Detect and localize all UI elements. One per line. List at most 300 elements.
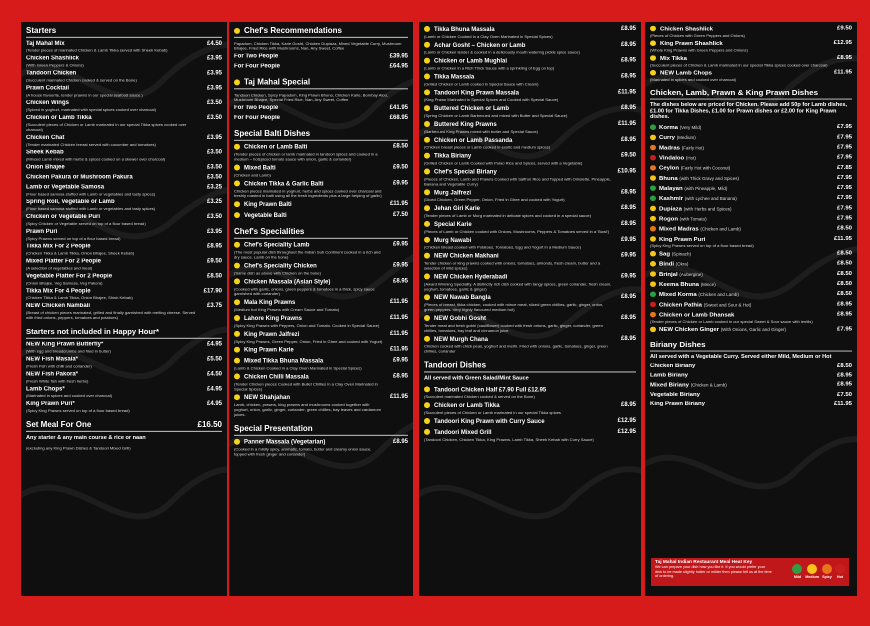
- menu-item-name-wrap: [650, 226, 833, 233]
- menu-item-name-wrap: [234, 347, 386, 355]
- chilli-icon: [650, 195, 656, 201]
- menu-item-row: [424, 336, 636, 344]
- menu-item: [234, 144, 408, 162]
- menu-item-price: £8.95: [620, 41, 636, 48]
- menu-item-name: Chicken Biriany: [650, 363, 696, 370]
- menu-item-row: [26, 150, 222, 157]
- menu-item-price: £4.95: [206, 341, 222, 348]
- classic-note: The dishes below are priced for Chicken. Please add 50p for Lamb dishes, £1.00 for Tikka Dishes, £1.00 for Prawn dishes or £2.00 for King Prawn dishes.: [650, 102, 848, 121]
- bullet-icon: [424, 137, 430, 143]
- menu-item-name: Vegetable Balti: [244, 213, 287, 220]
- menu-item-price: £3.95: [206, 70, 222, 77]
- menu-item-row: [26, 342, 222, 349]
- menu-item: [424, 105, 636, 118]
- menu-item-sub: (with Lychee and Banana): [684, 196, 737, 201]
- menu-item-price: £68.95: [389, 115, 408, 121]
- menu-item: [424, 237, 636, 250]
- menu-item-name: Chef's Speciality Chicken: [244, 263, 317, 270]
- menu-item-sub: (Chicken and Lamb): [698, 292, 739, 297]
- menu-item-row: [424, 121, 636, 129]
- menu-item-row: [26, 229, 222, 236]
- menu-item-row: [26, 303, 222, 310]
- menu-item-name-wrap: [26, 71, 203, 78]
- menu-item-name-wrap: [650, 205, 833, 212]
- menu-item-price: £7.95: [836, 175, 852, 181]
- menu-item-price: £7.95: [836, 205, 852, 212]
- menu-item-price: £9.95: [620, 252, 636, 259]
- menu-item-price: £9.95: [392, 357, 408, 364]
- bullet-icon: [424, 315, 430, 321]
- menu-item: [26, 150, 222, 162]
- menu-item-name-wrap: [234, 165, 389, 173]
- menu-item-row: [234, 278, 408, 286]
- menu-item-row: [650, 251, 852, 258]
- menu-item-price: £11.95: [389, 201, 408, 208]
- menu-item-desc: (Tender pieces of Chicken or Lamb cooked in our special Sweet & Sour sauce with lentils): [650, 319, 813, 324]
- menu-item-row: [234, 331, 408, 339]
- menu-item-name-wrap: [26, 56, 203, 63]
- menu-item-row: [424, 89, 636, 97]
- menu-item-name: Taj Mahal Mix: [26, 40, 65, 47]
- heat-key-icons: [792, 564, 845, 579]
- menu-item-name-wrap: [424, 294, 617, 302]
- heat-key-desc: We can prepare your dish how you like it. If you would prefer your dish to be made slightly hotter or milder then please tell us at the time of ordering.: [655, 565, 772, 579]
- menu-item-sub: (Aubergine): [679, 271, 703, 277]
- menu-item-sub: (with Thick Gravy and Spices): [679, 175, 740, 181]
- set-meal-title: Set Meal For One: [26, 419, 92, 429]
- column-3: [419, 22, 641, 590]
- menu-item-name: For Four People: [234, 63, 281, 70]
- menu-item-row: [234, 242, 408, 250]
- menu-item-row: [424, 153, 636, 161]
- menu-item-desc: (Fresh Fish with chilli and coriander): [26, 363, 92, 369]
- heat-key-hot: [835, 564, 845, 579]
- menu-item-name-wrap: [424, 221, 617, 229]
- menu-item-sub: (Chicken and Lamb): [700, 226, 741, 232]
- menu-item-price: £3.95: [206, 134, 222, 141]
- menu-item: [650, 261, 852, 268]
- menu-item: [650, 373, 852, 379]
- curry-list: [424, 26, 636, 354]
- bullet-icon: [424, 221, 430, 227]
- menu-item-name-wrap: [424, 26, 617, 34]
- menu-item-desc: (Onion Bhajee, Veg Samosa, Veg Pakora): [26, 280, 103, 286]
- menu-item-name-wrap: [26, 357, 203, 364]
- menu-item-name-wrap: [26, 100, 203, 107]
- menu-item-row: [650, 26, 852, 33]
- menu-item-desc: (Pieces of breast, tikka chicken, cooked with mince meat, sliced green chillies, garlic, ginger, onion, green peppers. Very highly flavoured medium hot): [424, 302, 604, 313]
- menu-item-name: Chicken or Lamb Mughlai: [434, 58, 508, 65]
- menu-item-desc: Chicken cooked with chick peas, yoghurt and methi. Fried with onions, garlic, tomatoes, ginger, green chillies, coriander: [424, 343, 608, 354]
- menu-panel-curries: [419, 22, 641, 596]
- menu-item-name-wrap: [424, 73, 617, 81]
- menu-item-name: Chicken or Lamb Passanda: [434, 137, 513, 144]
- menu-item: [26, 386, 222, 398]
- menu-item-price: £7.95: [836, 326, 852, 332]
- menu-item: [424, 121, 636, 134]
- menu-item: [234, 373, 408, 391]
- menu-item-price: £8.95: [836, 55, 852, 61]
- menu-item: [26, 85, 222, 97]
- menu-item-price: £3.25: [206, 199, 222, 206]
- menu-item: [650, 251, 852, 258]
- menu-item-row: [650, 326, 852, 333]
- menu-item-name-wrap: [26, 259, 203, 266]
- menu-item-name-wrap: [26, 41, 203, 48]
- menu-item-row: [26, 184, 222, 191]
- menu-item-row: [424, 169, 636, 177]
- menu-item-desc: (Cooked in a mildly spicy, aromatic, tomato, butter and creamy onion sauce, topped with fresh ginger and coriander): [234, 446, 372, 457]
- menu-item-name-wrap: [234, 105, 386, 112]
- menu-item-row: [424, 58, 636, 66]
- bullet-icon: [424, 89, 430, 95]
- menu-item-desc: (Fresh White fish with fresh herbs): [26, 378, 89, 384]
- menu-item: [650, 165, 852, 172]
- menu-item-price: £3.95: [206, 85, 222, 92]
- menu-item-desc: (Chicken and Lamb): [234, 172, 271, 178]
- menu-item-row: [650, 134, 852, 141]
- menu-item: [234, 263, 408, 276]
- menu-item-row: [26, 165, 222, 172]
- menu-item: [424, 253, 636, 271]
- menu-item-row: [650, 236, 852, 243]
- chilli-icon: [650, 271, 656, 277]
- menu-item-name: King Prawn Karie: [244, 347, 294, 354]
- biriany-list: [650, 364, 852, 408]
- menu-item-name: Chicken or Lamb Balti: [244, 144, 308, 151]
- menu-item-name-wrap: [26, 85, 203, 92]
- menu-item-name: Mixed Korma: [659, 292, 697, 298]
- menu-item-row: [650, 195, 852, 202]
- menu-item: [26, 100, 222, 112]
- menu-item-desc: (Pieces of Chicken, Lamb and Prawns Cooked with Saffron Rice and Topped with Omelette, Pineapple, Banana and Vegetable Curry): [424, 176, 611, 187]
- menu-item-row: [424, 137, 636, 145]
- menu-item-name-wrap: [424, 105, 617, 113]
- menu-item-name: Murg Nawabi: [434, 237, 472, 244]
- menu-item-desc: (Medium hot King Prawns with Cream Sauce and Tomato): [234, 307, 340, 313]
- menu-item-row: [234, 439, 408, 447]
- menu-item-name: Lamb Biriany: [650, 373, 689, 379]
- menu-item: [650, 291, 852, 298]
- menu-item-row: [234, 347, 408, 355]
- menu-item-desc: (Same dish as above with Chicken on the bone): [234, 270, 321, 276]
- menu-item-name-wrap: [26, 342, 203, 349]
- menu-item-row: [424, 418, 636, 426]
- menu-item-price: £8.50: [836, 271, 852, 277]
- menu-item-price: £8.50: [836, 260, 852, 267]
- menu-item-price: £8.95: [836, 301, 852, 308]
- menu-item-name-wrap: [26, 229, 203, 236]
- menu-item: [650, 185, 852, 192]
- menu-item-price: £9.95: [392, 180, 408, 187]
- menu-item-name: Bhuna: [659, 175, 678, 182]
- menu-item-name: Chicken Wings: [26, 100, 69, 107]
- menu-item-name-wrap: [650, 40, 830, 47]
- menu-item-name-wrap: [650, 392, 833, 398]
- menu-item-name-wrap: [424, 253, 617, 261]
- menu-item-row: [650, 70, 852, 77]
- bullet-icon: [234, 373, 240, 379]
- menu-item-name: Buttered King Prawns: [434, 121, 497, 128]
- menu-item-name: Chicken Shashlick: [26, 55, 80, 62]
- menu-item-name-wrap: [650, 55, 833, 62]
- bullet-icon: [234, 212, 240, 218]
- menu-item: [26, 357, 222, 369]
- menu-item-row: [424, 42, 636, 50]
- balti-list: [234, 144, 408, 220]
- menu-item: [650, 382, 852, 389]
- menu-item: [424, 273, 636, 291]
- menu-item-price: £8.95: [620, 315, 636, 321]
- menu-item-name-wrap: [650, 216, 833, 223]
- menu-item-row: [650, 271, 852, 278]
- menu-item-name-wrap: [26, 165, 203, 172]
- chilli-icon: [650, 185, 656, 191]
- menu-item-name: Tikka Mix For 4 People: [26, 288, 91, 295]
- menu-item: [650, 145, 852, 152]
- menu-item-name-wrap: [650, 402, 830, 408]
- menu-item: [234, 115, 408, 122]
- menu-item-price: £7.95: [836, 195, 852, 201]
- bullet-icon: [650, 55, 656, 61]
- menu-item-row: [26, 174, 222, 181]
- bullet-icon: [424, 26, 430, 32]
- bullet-icon: [424, 418, 430, 424]
- bullet-icon: [424, 58, 430, 64]
- menu-item-price: £8.50: [206, 273, 222, 280]
- menu-item-name: Chicken or Vegetable Puri: [26, 214, 101, 220]
- menu-item-sub: (Very Mild): [679, 125, 702, 130]
- menu-item-price: £11.95: [389, 315, 408, 321]
- menu-item-row: [424, 428, 636, 436]
- menu-item-name: Chicken or Lamb Tikka: [26, 115, 92, 121]
- menu-item: [234, 212, 408, 220]
- menu-item: [234, 180, 408, 198]
- menu-item-desc: (Lamb or Chicken in a Rich Thick Sauce with a sprinkling of Egg on top): [424, 65, 555, 71]
- bullet-icon: [234, 180, 240, 186]
- menu-item-price: £7.50: [836, 392, 852, 399]
- menu-item: [650, 312, 852, 324]
- menu-item-name: For Four People: [234, 115, 281, 121]
- menu-item: [234, 242, 408, 260]
- menu-item-sub: (with Tomato): [679, 216, 707, 222]
- bullet-icon: [424, 294, 430, 300]
- menu-item-row: [424, 315, 636, 323]
- menu-item-name: Jehan Giri Karie: [434, 206, 481, 213]
- menu-item-row: [26, 357, 222, 364]
- menu-item-name-wrap: [650, 155, 833, 162]
- menu-item-desc: (Spicy King Prawns served on top of a flour based bread): [650, 243, 754, 248]
- menu-item-name: Sag: [659, 251, 671, 258]
- menu-item-name: NEW Chicken Hyderabadi: [434, 274, 508, 281]
- tandoori-list: [424, 386, 636, 441]
- menu-item-row: [424, 73, 636, 81]
- bullet-icon: [234, 358, 240, 364]
- menu-item-name: Bindi: [659, 261, 674, 268]
- menu-item-name-wrap: [234, 64, 386, 71]
- chilli-icon: [650, 216, 656, 222]
- bullet-icon: [424, 105, 430, 111]
- hot-chilli-icon: [835, 564, 845, 574]
- menu-item-name: Tandoori King Prawn Massala: [434, 90, 519, 97]
- menu-item-price: £8.95: [620, 189, 636, 196]
- menu-item-desc: (Flour based samosa stuffed with Lamb or vegetables and tasty spices): [26, 191, 156, 197]
- bullet-icon: [234, 201, 240, 207]
- menu-item-desc: (Lamb or Chicken tender & cooked in a deliciously mouth watering pickle spice sauce): [424, 49, 580, 55]
- menu-item: [26, 174, 222, 181]
- menu-item-name: Prawn Cocktail: [26, 85, 70, 92]
- chilli-icon: [650, 312, 656, 318]
- menu-item-price: £4.50: [206, 40, 222, 47]
- menu-item: [26, 165, 222, 172]
- menu-item-price: £3.50: [206, 100, 222, 107]
- menu-panel-classics: [645, 22, 857, 596]
- menu-item: [424, 205, 636, 218]
- menu-item-sub: (Sweet and Sour & Hot): [703, 302, 752, 308]
- menu-item-price: £11.95: [833, 235, 852, 242]
- heat-key-spicy: [822, 564, 832, 579]
- menu-item: [234, 394, 408, 417]
- menu-item-desc: Lamb, chicken, prawns, king prawns and mushrooms cooked together with yoghurt, onion, garlic, ginger, coriander, green chillies, bay leaves and cardamom juices.: [234, 402, 382, 418]
- menu-item-name: Sheek Kebab: [26, 149, 64, 156]
- menu-item-price: £8.95: [206, 243, 222, 250]
- heat-key-label: Medium: [805, 575, 819, 579]
- shashlick-list: [650, 26, 852, 82]
- menu-item-name: Vindaloo: [659, 155, 685, 162]
- menu-item: [424, 221, 636, 234]
- heat-key-label: Hot: [837, 575, 843, 579]
- menu-item-name: NEW Nawab Bangla: [434, 295, 491, 302]
- menu-item-name: NEW King Prawn Butterfly*: [26, 341, 104, 348]
- bullet-icon: [424, 237, 430, 243]
- menu-item-name-wrap: [424, 418, 614, 426]
- menu-item-row: [234, 358, 408, 366]
- menu-item-desc: (Minced Lamb mixed with herbs & spices cooked on a skewer over charcoal): [26, 156, 166, 162]
- menu-item-row: [650, 155, 852, 162]
- menu-item-desc: (Succulent pieces of Chicken or Lamb marinated in our special Tikka spices cooked over charcoal): [26, 121, 187, 132]
- menu-item-name-wrap: [234, 358, 389, 366]
- menu-item-row: [650, 165, 852, 172]
- menu-item-name: Mixed Biriany: [650, 383, 690, 389]
- menu-item-name: Mala King Prawns: [244, 300, 296, 307]
- menu-item-name-wrap: [234, 242, 389, 250]
- bullet-icon: [424, 205, 430, 211]
- menu-item-name-wrap: [650, 251, 833, 258]
- menu-item-name: Chicken Chilli Massala: [244, 374, 309, 381]
- bullet-icon: [234, 347, 240, 353]
- menu-item: [26, 288, 222, 300]
- medium-chilli-icon: [807, 564, 817, 574]
- menu-item: [424, 386, 636, 399]
- menu-item: [26, 401, 222, 413]
- menu-item: [650, 124, 852, 131]
- menu-item-row: [234, 263, 408, 271]
- menu-item-name: Prawn Puri: [26, 228, 58, 235]
- menu-item-name-wrap: [26, 135, 203, 142]
- menu-item-name: Curry: [659, 135, 676, 141]
- menu-item-price: £11.95: [833, 69, 852, 76]
- menu-item: [424, 42, 636, 55]
- bullet-icon: [650, 26, 656, 32]
- menu-item-sub: (Fairly Hot with Coconut): [680, 165, 731, 171]
- bullet-icon: [424, 121, 430, 127]
- menu-item-desc: (Breast of chicken pieces marinated, grilled and finally garnished with melting cheese. Served with fried onions, peppers, tomatoes and potatoes): [26, 310, 196, 320]
- menu-item-name-wrap: [650, 281, 833, 288]
- menu-item-price: £7.85: [836, 164, 852, 171]
- bullet-icon: [650, 40, 656, 46]
- menu-item-price: £8.95: [620, 136, 636, 143]
- heat-key-medium: [805, 564, 819, 579]
- menu-item-name-wrap: [234, 201, 386, 209]
- menu-item-name-wrap: [234, 278, 389, 286]
- bullet-icon: [424, 42, 430, 48]
- menu-item-desc: (Succulent pieces of Chicken or Lamb marinated in our special Tikka spices: [424, 409, 561, 415]
- menu-item-desc: (Pieces of Chicken with Green Peppers and Onions): [650, 33, 745, 38]
- menu-item-name-wrap: [234, 331, 386, 339]
- menu-item-desc: (Whole King Prawns with Green Peppers and Onions): [650, 47, 748, 53]
- menu-item: [650, 402, 852, 408]
- menu-item: [424, 26, 636, 39]
- menu-item-price: £8.95: [836, 373, 852, 379]
- menu-item-price: £9.50: [206, 258, 222, 265]
- menu-item-name-wrap: [650, 70, 830, 77]
- bullet-icon: [424, 402, 430, 408]
- menu-item-row: [26, 214, 222, 221]
- menu-item-row: [26, 115, 222, 122]
- menu-item: [424, 189, 636, 202]
- menu-item-row: [234, 105, 408, 112]
- menu-item-name: NEW Chicken Nambali: [26, 303, 91, 310]
- bullet-icon: [424, 273, 430, 279]
- menu-item-row: [650, 301, 852, 308]
- menu-item-row: [650, 185, 852, 192]
- specialities-list: [234, 242, 408, 417]
- menu-item-row: [424, 105, 636, 113]
- menu-item-price: £7.95: [836, 144, 852, 151]
- menu-item-name-wrap: [234, 54, 386, 61]
- menu-item-desc: (Spicy King Prawns served on top of a flour based bread): [26, 408, 130, 414]
- menu-item-price: £7.95: [836, 134, 852, 140]
- menu-item-name-wrap: [650, 195, 833, 202]
- menu-item-desc: (Tender pieces of Lamb or Murg marinated in delicate spices and cooked in a special sauce): [424, 213, 592, 219]
- recommendations-list: [234, 54, 408, 71]
- menu-item-desc: (Grilled Chicken or Lamb cooked in Special Sauce with Cream): [424, 81, 539, 87]
- menu-item-name-wrap: [424, 42, 617, 50]
- menu-item-name: King Prawn Biriany: [650, 401, 706, 408]
- menu-item-price: £5.50: [206, 356, 222, 363]
- menu-item-desc: (Tender Chicken pieces Cooked with Bullet Chillies in a Clay Oven Marinated in Special Spices): [234, 381, 378, 392]
- menu-item-name-wrap: [26, 150, 203, 157]
- menu-item-name-wrap: [234, 180, 389, 188]
- menu-item-name: Murg Jalfrezi: [434, 190, 472, 197]
- menu-item-price: £3.75: [206, 303, 222, 310]
- bullet-icon: [424, 189, 430, 195]
- menu-item-name: Chicken Pakura or Mushroom Pakura: [26, 174, 133, 181]
- taj-special-list: [234, 105, 408, 122]
- menu-item: [26, 41, 222, 53]
- bullet-icon: [234, 439, 240, 445]
- menu-item-desc: (Spicy Chicken or Vegetable served on top of a flour based bread): [26, 220, 146, 226]
- menu-item-name-wrap: [424, 273, 617, 281]
- menu-item-row: [234, 115, 408, 122]
- menu-item-price: £9.95: [620, 236, 636, 243]
- menu-item-price: £11.95: [617, 121, 636, 127]
- menu-item-price: £7.50: [392, 212, 408, 219]
- chilli-icon: [650, 291, 656, 297]
- starters-list: [26, 41, 222, 320]
- heat-key-legend: [651, 558, 849, 586]
- menu-item-name-wrap: [650, 185, 833, 192]
